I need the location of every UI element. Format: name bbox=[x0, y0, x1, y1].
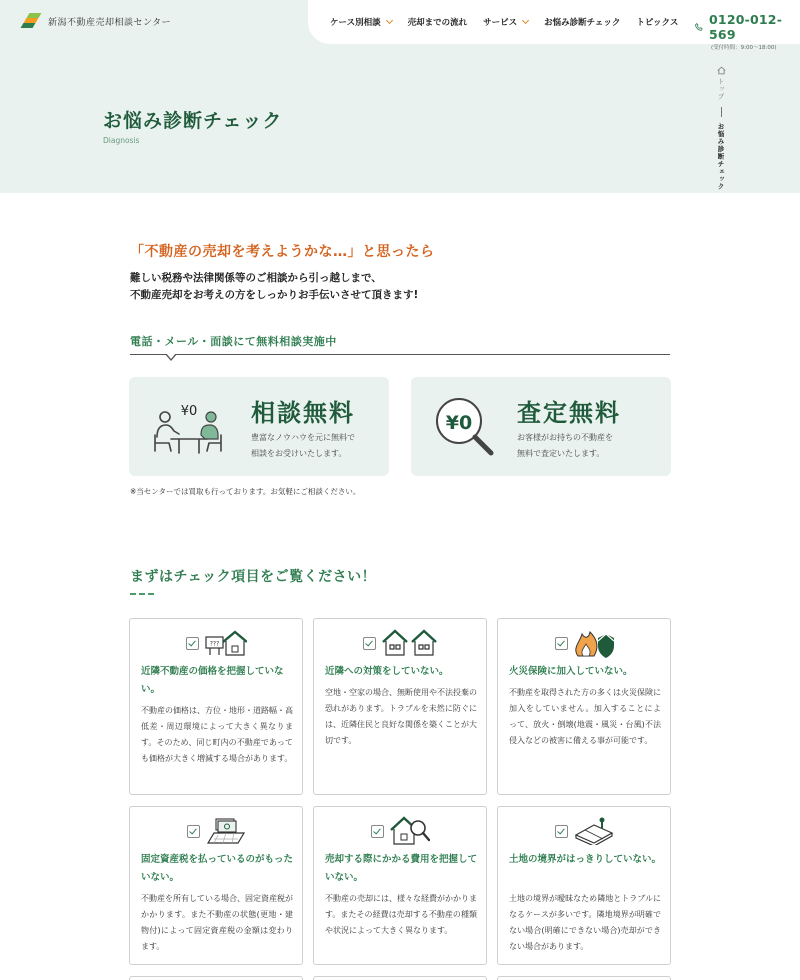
check-card bbox=[497, 806, 671, 965]
nav-panel bbox=[308, 0, 800, 51]
free-box-desc-line: 相談をお受けいたします。 bbox=[251, 449, 347, 458]
purchase-note: ※当センターでは買取も行っております。お気軽にご相談ください。 bbox=[130, 487, 361, 496]
page-subtitle: Diagnosis bbox=[103, 136, 140, 145]
chevron-down-icon bbox=[386, 17, 393, 24]
card-body: 不動産を取得された方の多くは火災保険に加入をしていません。加入することによって、放火・倒壊(地震・風災・台風)不法侵入などの被害に備える事が可能です。 bbox=[509, 688, 661, 745]
free-box-desc-line: 豊富なノウハウを元に無料で bbox=[251, 433, 355, 442]
page-title: お悩み診断チェック bbox=[103, 110, 283, 132]
checkbox-icon bbox=[363, 637, 376, 650]
nav-item-diagnosis[interactable] bbox=[544, 16, 620, 28]
breadcrumb bbox=[715, 66, 727, 190]
free-appraisal-box bbox=[411, 377, 671, 476]
consultation-icon bbox=[149, 395, 229, 457]
magnifier-yen-icon bbox=[429, 393, 499, 459]
card-body: 土地の境界が曖昧なため隣地とトラブルになるケースが多いです。隣地境界が明確でない場合(明確にできない場合)売却ができない場合があります。 bbox=[509, 894, 661, 951]
logo[interactable] bbox=[22, 13, 171, 29]
free-box-desc bbox=[251, 430, 355, 462]
divider-notch bbox=[165, 354, 177, 361]
card-title: 売却する際にかかる費用を把握していない。 bbox=[325, 854, 478, 883]
phone-number[interactable]: 0120-012-569 bbox=[709, 12, 783, 42]
intro-headline: 「不動産の売却を考えようかな…」と思ったら bbox=[130, 244, 435, 260]
chevron-down-icon bbox=[522, 17, 529, 24]
free-box-title: 相談無料 bbox=[251, 399, 355, 427]
house-magnifier-icon bbox=[390, 816, 430, 846]
breadcrumb-current: お悩み診断チェック bbox=[716, 122, 725, 190]
checkbox-icon bbox=[555, 825, 568, 838]
top-bar bbox=[0, 0, 800, 51]
nav-item-topics[interactable] bbox=[636, 16, 678, 28]
checkbox-icon bbox=[186, 637, 199, 650]
intro-lead-line: 難しい税務や法律関係等のご相談から引っ越しまで、 bbox=[130, 272, 382, 284]
free-box-desc-line: 無料で査定いたします。 bbox=[517, 449, 605, 458]
check-card bbox=[497, 618, 671, 795]
phone-contact[interactable] bbox=[694, 12, 800, 51]
nav-label: お悩み診断チェック bbox=[544, 18, 621, 28]
card-title: 近隣への対策をしていない。 bbox=[325, 666, 449, 677]
card-body: 不動産の売却には、様々な経費がかかります。またその経費は売却する不動産の種類や状況によって大きく異なります。 bbox=[325, 894, 477, 935]
nav-item-cases[interactable] bbox=[330, 16, 392, 28]
check-card bbox=[313, 618, 487, 795]
two-houses-icon bbox=[382, 629, 438, 657]
free-box-desc bbox=[517, 430, 613, 462]
card-body: 空地・空家の場合、無断使用や不法投棄の恐れがあります。トラブルを未然に防ぐには、近隣住民と良好な関係を築くことが大切です。 bbox=[325, 688, 477, 745]
nav-item-service[interactable] bbox=[483, 16, 528, 28]
intro-lead-line: 不動産売却をお考えの方をしっかりお手伝いさせて頂きます! bbox=[130, 289, 419, 301]
breadcrumb-home[interactable]: トップ bbox=[716, 78, 725, 101]
check-card bbox=[129, 806, 303, 965]
logo-mark-icon bbox=[22, 13, 42, 29]
yen-zero-label: ¥0 bbox=[445, 412, 473, 434]
money-map-icon bbox=[206, 817, 246, 845]
checkbox-icon bbox=[371, 825, 384, 838]
card-body: 不動産の価格は、方位・地形・道路幅・高低差・周辺環境によって大きく異なります。そのため、同じ町内の不動産であっても価格が大きく増減する場合があります。 bbox=[141, 706, 293, 763]
main-nav bbox=[330, 16, 694, 28]
free-box-title: 査定無料 bbox=[517, 399, 621, 427]
free-consultation-box bbox=[129, 377, 389, 476]
section-title: 電話・メール・面談にて無料相談実施中 bbox=[130, 335, 337, 348]
nav-label: サービス bbox=[483, 18, 518, 28]
nav-label: 売却までの流れ bbox=[407, 18, 468, 28]
check-section-title: まずはチェック項目をご覧ください！ bbox=[130, 569, 377, 585]
check-card bbox=[313, 976, 487, 980]
price-sign-house-icon bbox=[205, 629, 247, 657]
card-title: 近隣不動産の価格を把握していない。 bbox=[141, 666, 284, 695]
check-card bbox=[497, 976, 671, 980]
card-title: 火災保険に加入していない。 bbox=[509, 666, 633, 677]
phone-hours: (受付時間：9:00〜18:00) bbox=[711, 45, 777, 51]
checkbox-icon bbox=[187, 825, 200, 838]
svg-text:???: ??? bbox=[209, 640, 219, 648]
card-title: 土地の境界がはっきりしていない。 bbox=[509, 854, 662, 865]
yen-zero-label: ¥0 bbox=[180, 404, 198, 419]
check-card bbox=[129, 976, 303, 980]
nav-item-flow[interactable] bbox=[408, 16, 468, 28]
checkbox-icon bbox=[555, 637, 568, 650]
land-boundary-icon bbox=[574, 817, 614, 845]
nav-label: ケース別相談 bbox=[330, 18, 381, 28]
title-underline bbox=[130, 593, 155, 595]
check-card bbox=[313, 806, 487, 965]
section-divider bbox=[130, 354, 670, 355]
intro-lead bbox=[130, 270, 418, 304]
card-title: 固定資産税を払っているのがもったいない。 bbox=[141, 854, 294, 883]
fire-shield-icon bbox=[574, 628, 614, 658]
free-box-desc-line: お客様がお持ちの不動産を bbox=[517, 433, 613, 442]
home-icon[interactable] bbox=[717, 66, 726, 75]
nav-label: トピックス bbox=[636, 18, 679, 28]
logo-text: 新潟不動産売却相談センター bbox=[48, 17, 172, 28]
phone-icon bbox=[694, 22, 704, 33]
card-body: 不動産を所有している場合、固定資産税がかかります。また不動産の状態(更地・建物付)によって固定資産税の金額は変わります。 bbox=[141, 894, 293, 951]
breadcrumb-separator bbox=[721, 107, 722, 117]
check-card bbox=[129, 618, 303, 795]
